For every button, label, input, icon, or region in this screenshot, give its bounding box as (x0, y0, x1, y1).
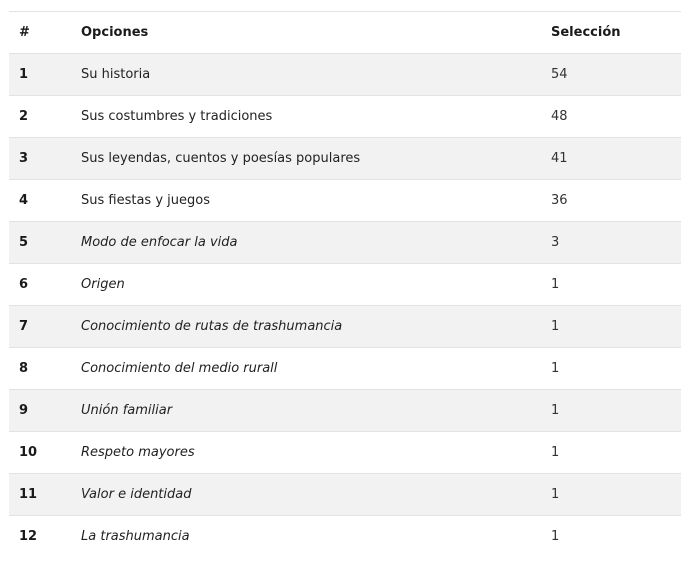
row-selection: 36 (541, 180, 681, 222)
row-selection: 1 (541, 516, 681, 558)
row-selection: 3 (541, 222, 681, 264)
table-body (9, 54, 681, 558)
row-selection: 48 (541, 96, 681, 138)
row-selection: 54 (541, 54, 681, 96)
row-option: Su historia (71, 54, 541, 96)
row-selection: 1 (541, 264, 681, 306)
results-table-container (9, 11, 681, 558)
table-row (9, 264, 681, 306)
table-row (9, 390, 681, 432)
row-selection: 1 (541, 306, 681, 348)
row-number: 6 (9, 264, 71, 306)
row-number: 3 (9, 138, 71, 180)
row-number: 1 (9, 54, 71, 96)
row-number: 9 (9, 390, 71, 432)
row-number: 4 (9, 180, 71, 222)
header-row (9, 12, 681, 54)
results-table (9, 11, 681, 558)
row-option: Origen (71, 264, 541, 306)
row-number: 11 (9, 474, 71, 516)
table-row (9, 96, 681, 138)
table-row (9, 306, 681, 348)
table-row (9, 474, 681, 516)
table-row (9, 54, 681, 96)
row-number: 8 (9, 348, 71, 390)
table-row (9, 432, 681, 474)
table-row (9, 222, 681, 264)
table-row (9, 138, 681, 180)
row-selection: 1 (541, 348, 681, 390)
row-option: Valor e identidad (71, 474, 541, 516)
row-selection: 1 (541, 432, 681, 474)
table-row (9, 516, 681, 558)
row-number: 5 (9, 222, 71, 264)
row-option: Conocimiento del medio rurall (71, 348, 541, 390)
row-selection: 1 (541, 390, 681, 432)
table-header (9, 12, 681, 54)
row-selection: 41 (541, 138, 681, 180)
row-option: Unión familiar (71, 390, 541, 432)
row-option: La trashumancia (71, 516, 541, 558)
row-option: Conocimiento de rutas de trashumancia (71, 306, 541, 348)
header-number: # (9, 12, 71, 54)
row-number: 12 (9, 516, 71, 558)
row-option: Respeto mayores (71, 432, 541, 474)
table-row (9, 180, 681, 222)
row-option: Modo de enfocar la vida (71, 222, 541, 264)
row-option: Sus costumbres y tradiciones (71, 96, 541, 138)
row-option: Sus leyendas, cuentos y poesías populares (71, 138, 541, 180)
row-number: 10 (9, 432, 71, 474)
row-number: 2 (9, 96, 71, 138)
row-option: Sus fiestas y juegos (71, 180, 541, 222)
header-selection: Selección (541, 12, 681, 54)
row-selection: 1 (541, 474, 681, 516)
row-number: 7 (9, 306, 71, 348)
header-options: Opciones (71, 12, 541, 54)
table-row (9, 348, 681, 390)
